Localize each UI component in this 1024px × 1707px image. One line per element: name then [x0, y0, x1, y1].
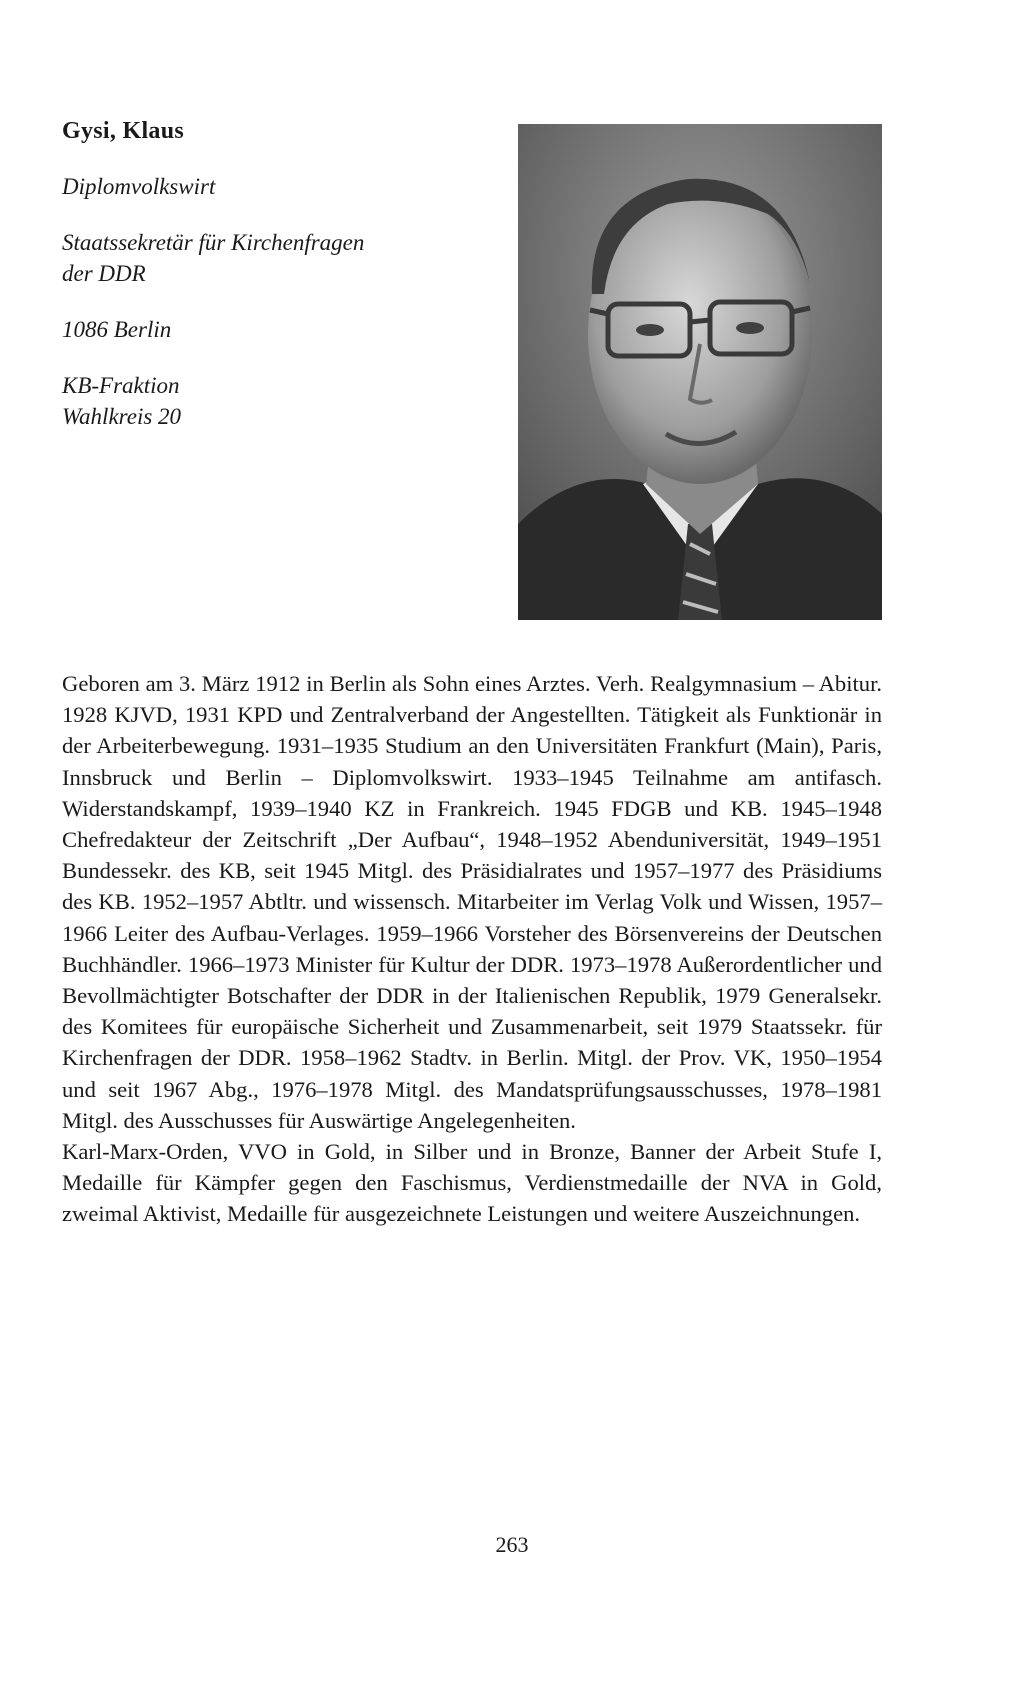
location-group: [62, 314, 462, 345]
biography-paragraph-awards: Karl-Marx-Orden, VVO in Gold, in Silber und in Bronze, Banner der Arbeit Stufe I, Medaille für Kämpfer gegen den Faschismus, Verdienstmedaille der NVA in Gold, zweimal Aktivist, Medaille für ausgezeichnete Leistungen und weitere Auszeichnungen.: [62, 1139, 882, 1227]
biography: [62, 668, 882, 1230]
faction: KB-Fraktion: [62, 373, 180, 398]
portrait-illustration: [518, 124, 882, 620]
position-group: [62, 227, 462, 289]
person-name: Gysi, Klaus: [62, 118, 184, 144]
entry-header: [62, 118, 462, 457]
position-line-2: der DDR: [62, 261, 146, 286]
position-line-1: Staatssekretär für Kirchenfragen: [62, 230, 365, 255]
faction-group: [62, 370, 462, 432]
qualification-group: [62, 171, 462, 202]
qualification: Diplomvolkswirt: [62, 174, 216, 199]
page-number: 263: [495, 1532, 529, 1557]
constituency: Wahlkreis 20: [62, 404, 182, 429]
location: 1086 Berlin: [62, 317, 172, 342]
biography-paragraph-career: Geboren am 3. März 1912 in Berlin als Sohn eines Arztes. Verh. Realgymnasium – Abitur. 1928 KJVD, 1931 KPD und Zentralverband der Angestellten. Tätigkeit als Funktionär in der Arbeiterbewegung. 1931–1935 Studium an den Universitäten Frankfurt (Main), Paris, Innsbruck und Berlin – Diplomvolkswirt. 1933–1945 Teilnahme am antifasch. Widerstandskampf, 1939–1940 KZ in Frankreich. 1945 FDGB und KB. 1945–1948 Chefredakteur der Zeitschrift „Der Aufbau“, 1948–1952 Abenduniversität, 1949–1951 Bundessekr. des KB, seit 1945 Mitgl. des Präsidialrates und 1957–1977 des Präsidiums des KB. 1952–1957 Abtltr. und wissensch. Mitarbeiter im Verlag Volk und Wissen, 1957–1966 Leiter des Aufbau-Verlages. 1959–1966 Vorsteher des Börsenvereins der Deutschen Buchhändler. 1966–1973 Minister für Kultur der DDR. 1973–1978 Außerordentlicher und Bevollmächtigter Botschafter der DDR in der Italienischen Republik, 1979 Generalsekr. des Komitees für europäische Sicherheit und Zusammenarbeit, seit 1979 Staatssekr. für Kirchenfragen der DDR. 1958–1962 Stadtv. in Berlin. Mitgl. der Prov. VK, 1950–1954 und seit 1967 Abg., 1976–1978 Mitgl. des Mandatsprüfungsausschusses, 1978–1981 Mitgl. des Ausschusses für Auswärtige Angelegenheiten.: [62, 671, 882, 1133]
portrait-photo: [518, 124, 882, 620]
